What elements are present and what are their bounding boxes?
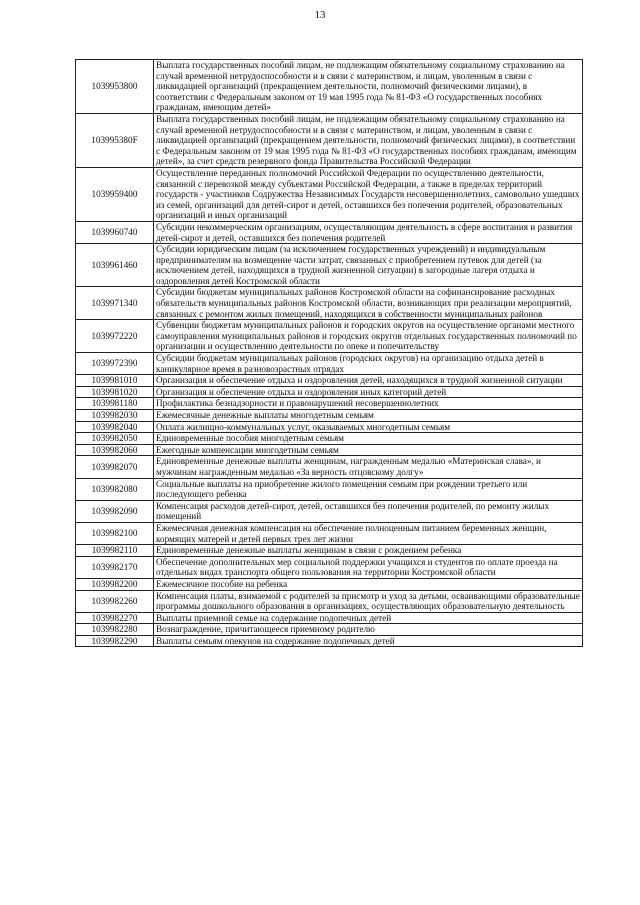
page-number: 13 xyxy=(314,9,326,21)
table-row xyxy=(76,221,583,243)
table-row xyxy=(76,612,583,624)
classification-code: 1039981010 xyxy=(76,375,154,387)
table-row xyxy=(76,410,583,422)
classification-code: 1039982200 xyxy=(76,578,154,590)
table-row xyxy=(76,244,583,287)
classification-code: 1039972390 xyxy=(76,353,154,375)
classification-code: 1039982110 xyxy=(76,545,154,557)
expense-description: Субсидии юридическим лицам (за исключением государственных учреждений) и индивидуальным предпринимателям на возмещение части затрат, связанных с приобретением путевок для детей (за исключением детей, находящихся в трудной жизненной ситуации) в загородные лагеря отдыха и оздоровления детей Костромской области xyxy=(154,244,583,287)
classification-code: 1039972220 xyxy=(76,320,154,353)
table-row xyxy=(76,421,583,433)
classification-code: 1039982280 xyxy=(76,624,154,636)
table-row xyxy=(76,522,583,544)
table-row xyxy=(76,375,583,387)
table-row xyxy=(76,545,583,557)
expense-description: Выплаты приемной семье на содержание подопечных детей xyxy=(154,612,583,624)
table-row xyxy=(76,444,583,456)
expense-description: Ежемесячные денежные выплаты многодетным семьям xyxy=(154,410,583,422)
classification-code: 1039982070 xyxy=(76,456,154,478)
table-row xyxy=(76,113,583,167)
expense-description: Единовременные денежные выплаты женщинам, награжденным медалью «Материнская слава», и мужчинам награжденным медалью «За верность отцовскому долгу» xyxy=(154,456,583,478)
classification-code: 1039959400 xyxy=(76,167,154,221)
expense-description: Оплата жилищно-коммунальных услуг, оказываемых многодетным семьям xyxy=(154,421,583,433)
classification-code: 1039982040 xyxy=(76,421,154,433)
table-row xyxy=(76,60,583,114)
expense-description: Профилактика безнадзорности и правонарушений несовершеннолетних xyxy=(154,398,583,410)
expense-description: Выплаты семьям опекунов на содержание подопечных детей xyxy=(154,635,583,647)
classification-code: 1039981180 xyxy=(76,398,154,410)
table-row xyxy=(76,386,583,398)
table-row xyxy=(76,433,583,445)
classification-code: 1039982100 xyxy=(76,522,154,544)
classification-code: 1039982290 xyxy=(76,635,154,647)
expense-description: Единовременные пособия многодетным семьям xyxy=(154,433,583,445)
expense-description: Субвенции бюджетам муниципальных районов и городских округов на осуществление органами местного самоуправления муниципальных районов и городских округов отдельных государственных полномочий по организации и осуществлению деятельности по опеке и попечительству xyxy=(154,320,583,353)
classification-code: 1039982260 xyxy=(76,590,154,612)
expense-description: Субсидии некоммерческим организациям, осуществляющим деятельность в сфере воспитания и развития детей-сирот и детей, оставшихся без попечения родителей xyxy=(154,221,583,243)
expense-description: Ежегодные компенсации многодетным семьям xyxy=(154,444,583,456)
table-row xyxy=(76,398,583,410)
budget-codes-table xyxy=(75,59,583,647)
table-row xyxy=(76,456,583,478)
classification-code: 1039961460 xyxy=(76,244,154,287)
classification-code: 1039982090 xyxy=(76,500,154,522)
expense-description: Организация и обеспечение отдыха и оздоровления иных категорий детей xyxy=(154,386,583,398)
expense-description: Социальные выплаты на приобретение жилого помещения семьям при рождении третьего или последующего ребенка xyxy=(154,478,583,500)
expense-description: Субсидии бюджетам муниципальных районов Костромской области на софинансирование расходных обязательств муниципальных районов Костромской области, возникающих при реализации мероприятий, связанных с ремонтом жилых помещений, находящихся в собственности муниципальных районов xyxy=(154,287,583,320)
classification-code: 1039982170 xyxy=(76,556,154,578)
classification-code: 103995380F xyxy=(76,113,154,167)
classification-code: 1039982270 xyxy=(76,612,154,624)
classification-code: 1039971340 xyxy=(76,287,154,320)
expense-description: Вознаграждение, причитающееся приемному родителю xyxy=(154,624,583,636)
classification-code: 1039960740 xyxy=(76,221,154,243)
classification-code: 1039982080 xyxy=(76,478,154,500)
table-row xyxy=(76,578,583,590)
expense-description: Обеспечение дополнительных мер социальной поддержки учащихся и студентов по оплате проезда на отдельных видах транспорта общего пользования на территории Костромской области xyxy=(154,556,583,578)
classification-code: 1039982060 xyxy=(76,444,154,456)
expense-description: Субсидии бюджетам муниципальных районов (городских округов) на организацию отдыха детей в каникулярное время в разновозрастных отрядах xyxy=(154,353,583,375)
table-row xyxy=(76,478,583,500)
expense-description: Ежемесячное пособие на ребенка xyxy=(154,578,583,590)
table-row xyxy=(76,320,583,353)
expense-description: Организация и обеспечение отдыха и оздоровления детей, находящихся в трудной жизненной ситуации xyxy=(154,375,583,387)
table-row xyxy=(76,353,583,375)
table-row xyxy=(76,624,583,636)
expense-description: Выплата государственных пособий лицам, не подлежащим обязательному социальному страхованию на случай временной нетрудоспособности и в связи с материнством, и лицам, уволенным в связи с ликвидацией организаций (прекращением деятельности, полномочий физическими лицами), в соответствии с Федеральным законом от 19 мая 1995 года № 81-ФЗ «О государственных пособиях гражданам, имеющим детей» xyxy=(154,60,583,114)
classification-code: 1039982030 xyxy=(76,410,154,422)
expense-description: Ежемесячная денежная компенсация на обеспечение полноценным питанием беременных женщин, кормящих матерей и детей первых трех лет жизни xyxy=(154,522,583,544)
expense-description: Компенсация расходов детей-сирот, детей, оставшихся без попечения родителей, по ремонту жилых помещений xyxy=(154,500,583,522)
classification-code: 1039953800 xyxy=(76,60,154,114)
expense-description: Компенсация платы, взимаемой с родителей за присмотр и уход за детьми, осваивающими образовательные программы дошкольного образования в организациях, осуществляющих образовательную деятельность xyxy=(154,590,583,612)
expense-description: Единовременные денежные выплаты женщинам в связи с рождением ребенка xyxy=(154,545,583,557)
classification-code: 1039982050 xyxy=(76,433,154,445)
table-row xyxy=(76,500,583,522)
expense-description: Выплата государственных пособий лицам, не подлежащим обязательному социальному страхованию на случай временной нетрудоспособности и в связи с материнством, и лицам, уволенным в связи с ликвидацией организаций (прекращением деятельности, полномочий физических лицами), в соответствии с Федеральным законом от 19 мая 1995 года № 81-ФЗ «О государственных пособиях гражданам, имеющим детей», за счет средств резервного фонда Правительства Российской Федерации xyxy=(154,113,583,167)
table-row xyxy=(76,556,583,578)
table-row xyxy=(76,287,583,320)
table-row xyxy=(76,635,583,647)
classification-code: 1039981020 xyxy=(76,386,154,398)
expense-description: Осуществление переданных полномочий Российской Федерации по осуществлению деятельности, связанной с перевозкой между субъектами Российской Федерации, а также в пределах территорий государств - участников Содружества Независимых Государств несовершеннолетних, самовольно ушедших из семей, организаций для детей-сирот и детей, оставшихся без попечения родителей, образовательных организаций и иных организаций xyxy=(154,167,583,221)
table-row xyxy=(76,167,583,221)
table-row xyxy=(76,590,583,612)
